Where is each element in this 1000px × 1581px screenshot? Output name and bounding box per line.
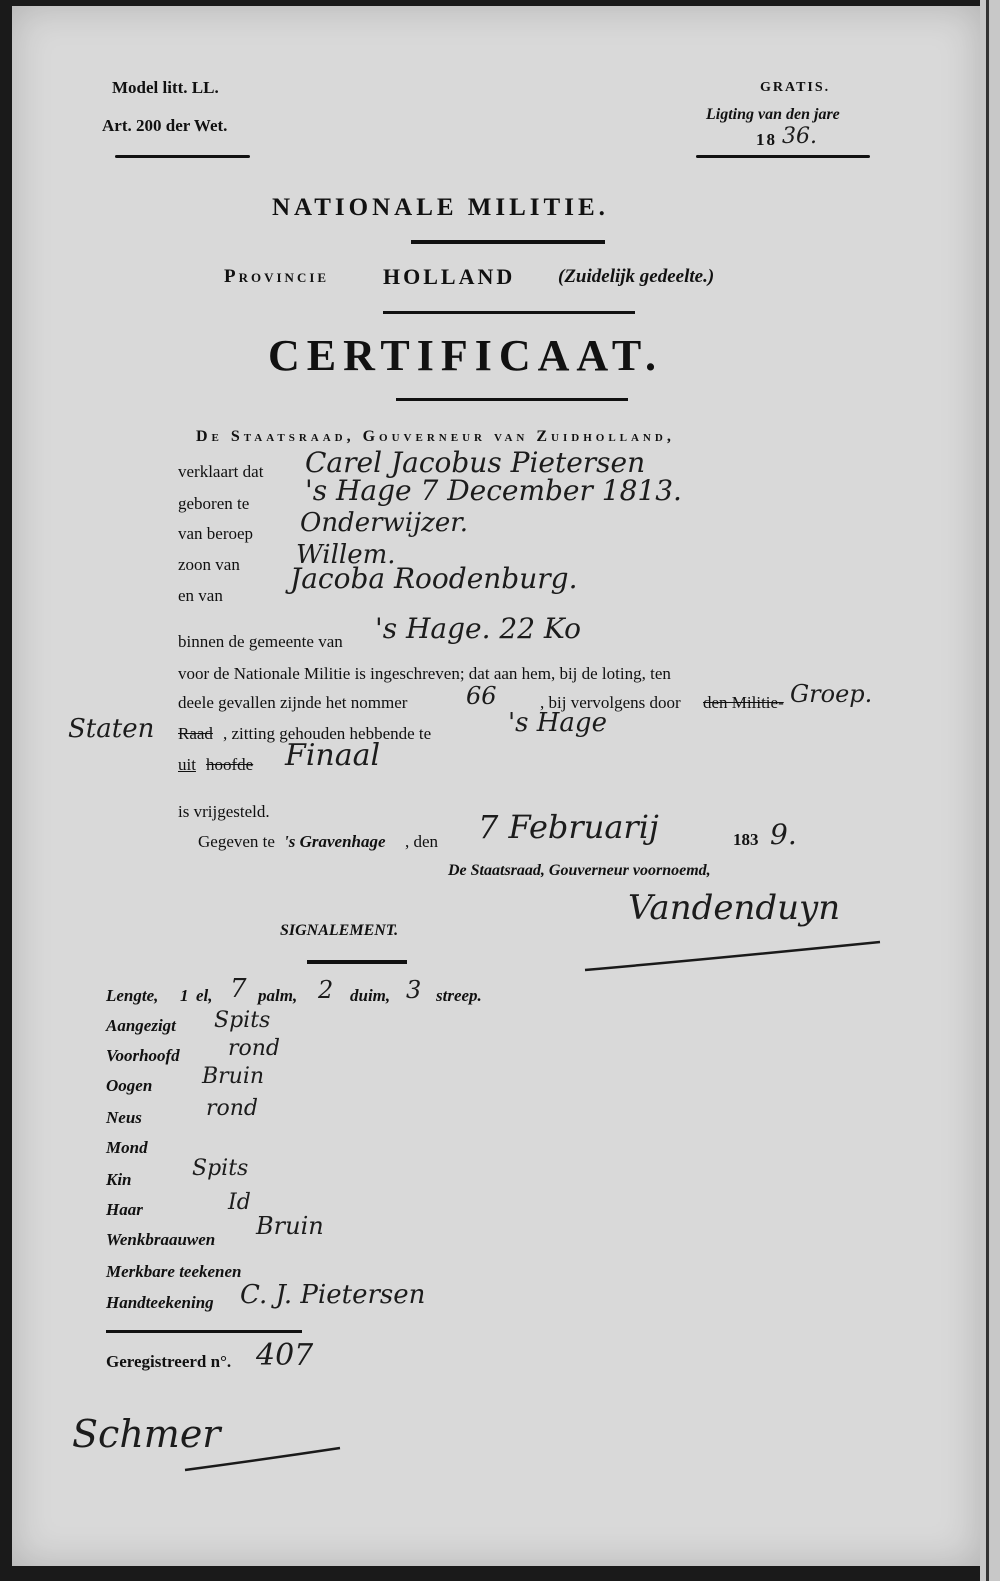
text-vrijgesteld: is vrijgesteld. bbox=[178, 802, 270, 821]
value-nommer: 66 bbox=[466, 682, 497, 710]
registration-rule bbox=[106, 1330, 302, 1333]
text-gegeven-b: , den bbox=[405, 832, 439, 851]
ligting-label: Ligting van den jare bbox=[706, 106, 840, 123]
lengte-streep: streep. bbox=[436, 986, 482, 1005]
value-gemeente: 's Hage. 22 Ko bbox=[375, 612, 581, 645]
value-father: Willem. bbox=[296, 540, 396, 570]
signalement-label-oogen: Oogen bbox=[106, 1076, 153, 1095]
registered-value: 407 bbox=[256, 1338, 314, 1373]
lengte-label: Lengte, bbox=[106, 986, 159, 1005]
text-uit: uit bbox=[178, 755, 196, 774]
label-geboren: geboren te bbox=[178, 494, 250, 513]
governor-signature-flourish bbox=[580, 930, 890, 980]
text-line-2a: deele gevallen zijnde het nommer bbox=[178, 693, 408, 712]
header-left-rule bbox=[115, 155, 250, 158]
value-name: Carel Jacobus Pietersen bbox=[305, 446, 646, 479]
signalement-value-oogen: Bruin bbox=[202, 1064, 265, 1089]
signalement-label-neus: Neus bbox=[106, 1108, 142, 1127]
lengte-duim-n: 2 bbox=[318, 976, 334, 1004]
struck-raad: Raad bbox=[178, 724, 213, 743]
article-reference: Art. 200 der Wet. bbox=[102, 116, 228, 135]
lengte-streep-n: 3 bbox=[406, 976, 422, 1004]
label-gemeente: binnen de gemeente van bbox=[178, 632, 343, 651]
signalement-label-merkbare: Merkbare teekenen bbox=[106, 1262, 242, 1281]
title-rule-2 bbox=[383, 311, 635, 314]
province-sub: (Zuidelijk gedeelte.) bbox=[558, 266, 715, 287]
governor-signature: Vandenduyn bbox=[628, 888, 841, 928]
signalement-label-voorhoofd: Voorhoofd bbox=[106, 1046, 180, 1065]
header-right-rule bbox=[696, 155, 870, 158]
gouverneur-line: De Staatsraad, Gouverneur voornoemd, bbox=[448, 862, 711, 879]
text-line-3: , zitting gehouden hebbende te bbox=[223, 724, 432, 743]
issuer-line: De Staatsraad, Gouverneur van Zuidholland, bbox=[196, 428, 675, 445]
certificate-title: CERTIFICAAT. bbox=[268, 331, 663, 380]
hand-groep: Groep. bbox=[790, 680, 873, 708]
signalement-title: SIGNALEMENT. bbox=[280, 922, 399, 939]
hand-date: 7 Februarij bbox=[478, 808, 659, 846]
province-label: Provincie bbox=[224, 266, 330, 287]
signalement-value-wenkbraauwen: Bruin bbox=[256, 1212, 324, 1240]
signalement-label-aangezigt: Aangezigt bbox=[106, 1016, 176, 1035]
signalement-rule bbox=[307, 960, 407, 964]
value-birth: 's Hage 7 December 1813. bbox=[305, 474, 682, 507]
struck-hoofde: hoofde bbox=[206, 755, 254, 774]
hand-staten: Staten bbox=[68, 714, 155, 744]
lengte-palm-n: 7 bbox=[230, 974, 247, 1004]
registered-label: Geregistreerd n°. bbox=[106, 1352, 232, 1371]
lengte-el-n: 1 bbox=[180, 986, 189, 1005]
title-rule-1 bbox=[411, 240, 605, 244]
page-edge bbox=[980, 0, 1000, 1581]
signalement-label-handteekening: Handteekening bbox=[106, 1293, 214, 1312]
signalement-label-kin: Kin bbox=[106, 1170, 132, 1189]
signalement-value-voorhoofd: rond bbox=[228, 1036, 281, 1061]
signalement-value-aangezigt: Spits bbox=[214, 1008, 271, 1033]
text-gegeven-place: 's Gravenhage bbox=[284, 832, 386, 851]
value-mother: Jacoba Roodenburg. bbox=[290, 562, 578, 595]
hand-reason: Finaal bbox=[285, 738, 381, 773]
model-reference: Model litt. LL. bbox=[112, 78, 219, 97]
lengte-el: el, bbox=[196, 986, 213, 1005]
gratis-label: GRATIS. bbox=[760, 80, 831, 95]
hand-place: 's Hage bbox=[508, 708, 607, 738]
province-name: HOLLAND bbox=[383, 264, 516, 289]
title-main: NATIONALE MILITIE. bbox=[272, 194, 609, 221]
title-rule-3 bbox=[396, 398, 628, 401]
struck-militie: den Militie- bbox=[703, 693, 784, 712]
signalement-label-wenkbraauwen: Wenkbraauwen bbox=[106, 1230, 216, 1249]
lengte-duim: duim, bbox=[350, 986, 391, 1005]
text-line-1: voor de Nationale Militie is ingeschreven; dat aan hem, bij de loting, ten bbox=[178, 664, 671, 683]
signalement-value-handteekening: C. J. Pietersen bbox=[240, 1280, 426, 1310]
clerk-signature-flourish bbox=[180, 1440, 350, 1480]
ligting-year-print: 18 bbox=[756, 130, 777, 149]
signalement-label-mond: Mond bbox=[106, 1138, 148, 1157]
label-en: en van bbox=[178, 586, 223, 605]
signalement-label-haar: Haar bbox=[106, 1200, 143, 1219]
ligting-year-hand: 36. bbox=[782, 124, 817, 149]
label-zoon: zoon van bbox=[178, 555, 240, 574]
clerk-signature: Schmer bbox=[72, 1412, 221, 1456]
label-beroep: van beroep bbox=[178, 524, 254, 543]
signalement-value-kin: Spits bbox=[192, 1156, 249, 1181]
signalement-value-neus: rond bbox=[206, 1096, 259, 1121]
text-gegeven-a: Gegeven te bbox=[198, 832, 275, 851]
signalement-value-haar: Id bbox=[228, 1190, 251, 1215]
value-occupation: Onderwijzer. bbox=[300, 508, 469, 538]
lengte-palm: palm, bbox=[258, 986, 298, 1005]
date-year-print: 183 bbox=[733, 830, 759, 849]
label-verklaart: verklaart dat bbox=[178, 462, 264, 481]
date-year-hand: 9. bbox=[770, 818, 797, 851]
page-edge-line bbox=[986, 0, 989, 1581]
text-line-2b: , bij vervolgens door bbox=[540, 693, 681, 712]
